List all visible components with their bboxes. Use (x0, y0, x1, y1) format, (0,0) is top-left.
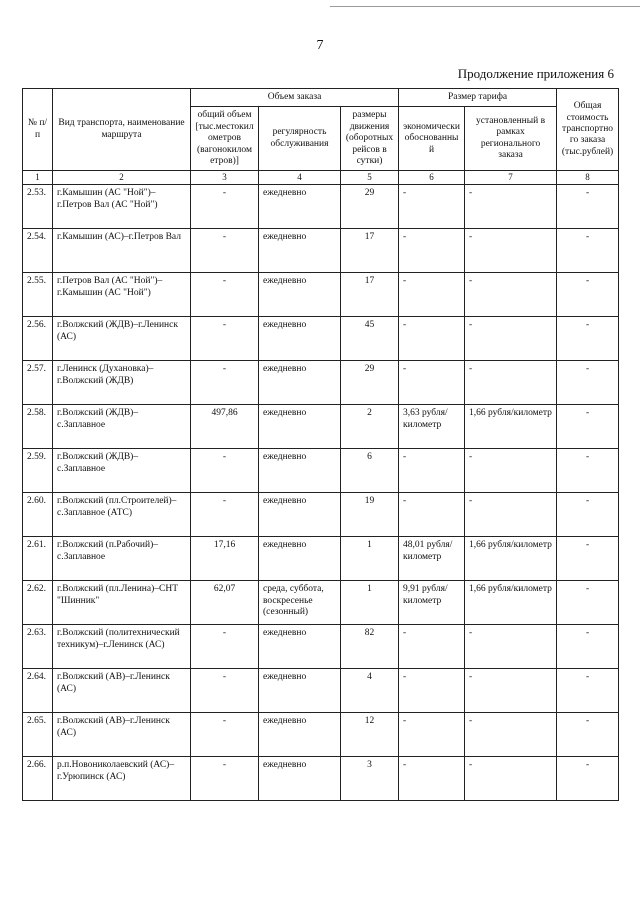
total-cost-cell: - (557, 185, 619, 229)
column-number: 5 (341, 171, 399, 185)
regularity-cell: ежедневно (259, 493, 341, 537)
appendix-continuation-label: Продолжение приложения 6 (457, 66, 614, 81)
regional-tariff-cell: - (465, 361, 557, 405)
regularity-cell: среда, суббота, воскресенье (сезонный) (259, 581, 341, 625)
total-cost-cell: - (557, 361, 619, 405)
total-cost-cell: - (557, 405, 619, 449)
trips-per-day-cell: 6 (341, 449, 399, 493)
regional-tariff-cell: - (465, 713, 557, 757)
regional-tariff-cell: - (465, 449, 557, 493)
economic-tariff-cell: - (399, 625, 465, 669)
table-row (23, 405, 619, 449)
trips-per-day-cell: 45 (341, 317, 399, 361)
total-cost-cell: - (557, 493, 619, 537)
regional-tariff-cell: - (465, 317, 557, 361)
header-regularity: регулярность обслуживания (259, 107, 341, 171)
total-volume-cell: - (191, 669, 259, 713)
regional-tariff-cell: 1,66 рубля/километр (465, 405, 557, 449)
header-num: № п/п (23, 89, 53, 171)
trips-per-day-cell: 29 (341, 361, 399, 405)
trips-per-day-cell: 12 (341, 713, 399, 757)
regularity-cell: ежедневно (259, 713, 341, 757)
header-route: Вид транспорта, наименование маршрута (53, 89, 191, 171)
trips-per-day-cell: 17 (341, 273, 399, 317)
trips-per-day-cell: 82 (341, 625, 399, 669)
column-number: 1 (23, 171, 53, 185)
row-number: 2.66. (23, 757, 53, 801)
route-name: г.Волжский (ЖДВ)–с.Заплавное (53, 449, 191, 493)
total-volume-cell: - (191, 757, 259, 801)
regularity-cell: ежедневно (259, 405, 341, 449)
table-row (23, 713, 619, 757)
page-number: 7 (316, 38, 324, 53)
table-row (23, 625, 619, 669)
economic-tariff-cell: 3,63 рубля/километр (399, 405, 465, 449)
table-row (23, 449, 619, 493)
route-name: г.Волжский (пл.Ленина)–СНТ "Шинник" (53, 581, 191, 625)
economic-tariff-cell: - (399, 669, 465, 713)
economic-tariff-cell: 48,01 рубля/километр (399, 537, 465, 581)
route-name: г.Камышин (АС "Ной")–г.Петров Вал (АС "Ной") (53, 185, 191, 229)
total-cost-cell: - (557, 449, 619, 493)
table-row (23, 493, 619, 537)
route-name: г.Камышин (АС)–г.Петров Вал (53, 229, 191, 273)
total-volume-cell: - (191, 273, 259, 317)
total-volume-cell: - (191, 185, 259, 229)
total-volume-cell: - (191, 361, 259, 405)
total-volume-cell: - (191, 625, 259, 669)
regularity-cell: ежедневно (259, 625, 341, 669)
regional-tariff-cell: - (465, 757, 557, 801)
regularity-cell: ежедневно (259, 757, 341, 801)
economic-tariff-cell: - (399, 493, 465, 537)
trips-per-day-cell: 3 (341, 757, 399, 801)
table-row (23, 185, 619, 229)
regularity-cell: ежедневно (259, 449, 341, 493)
table-row (23, 361, 619, 405)
route-name: г.Волжский (ЖДВ)–г.Ленинск (АС) (53, 317, 191, 361)
regional-tariff-cell: - (465, 625, 557, 669)
trips-per-day-cell: 4 (341, 669, 399, 713)
route-name: г.Волжский (политехнический техникум)–г.Ленинск (АС) (53, 625, 191, 669)
header-tariff: Размер тарифа (399, 89, 557, 107)
header-economic-tariff: экономически обоснованный (399, 107, 465, 171)
total-cost-cell: - (557, 229, 619, 273)
row-number: 2.63. (23, 625, 53, 669)
economic-tariff-cell: 9,91 рубля/километр (399, 581, 465, 625)
regional-tariff-cell: - (465, 493, 557, 537)
header-traffic: размеры движения (оборотных рейсов в сутки) (341, 107, 399, 171)
row-number: 2.55. (23, 273, 53, 317)
row-number: 2.61. (23, 537, 53, 581)
row-number: 2.54. (23, 229, 53, 273)
total-cost-cell: - (557, 757, 619, 801)
total-volume-cell: - (191, 713, 259, 757)
table-row (23, 229, 619, 273)
row-number: 2.58. (23, 405, 53, 449)
economic-tariff-cell: - (399, 185, 465, 229)
regional-tariff-cell: - (465, 229, 557, 273)
table-row (23, 273, 619, 317)
regional-tariff-cell: - (465, 669, 557, 713)
economic-tariff-cell: - (399, 317, 465, 361)
table-header (23, 89, 619, 185)
row-number: 2.59. (23, 449, 53, 493)
total-cost-cell: - (557, 669, 619, 713)
row-number: 2.64. (23, 669, 53, 713)
route-name: г.Волжский (пл.Строителей)–с.Заплавное (АТС) (53, 493, 191, 537)
economic-tariff-cell: - (399, 273, 465, 317)
total-volume-cell: 497,86 (191, 405, 259, 449)
header-order-volume: Объем заказа (191, 89, 399, 107)
economic-tariff-cell: - (399, 713, 465, 757)
total-cost-cell: - (557, 317, 619, 361)
row-number: 2.65. (23, 713, 53, 757)
header-total-volume: общий объем [тыс.местокилометров (вагонокилометров)] (191, 107, 259, 171)
table-row (23, 537, 619, 581)
trips-per-day-cell: 29 (341, 185, 399, 229)
table-row (23, 757, 619, 801)
route-name: г.Ленинск (Духановка)–г.Волжский (ЖДВ) (53, 361, 191, 405)
route-name: г.Волжский (АВ)–г.Ленинск (АС) (53, 713, 191, 757)
economic-tariff-cell: - (399, 449, 465, 493)
route-name: р.п.Новониколаевский (АС)–г.Урюпинск (АС) (53, 757, 191, 801)
total-volume-cell: - (191, 449, 259, 493)
column-number: 2 (53, 171, 191, 185)
column-number: 8 (557, 171, 619, 185)
total-volume-cell: - (191, 229, 259, 273)
route-name: г.Волжский (ЖДВ)–с.Заплавное (53, 405, 191, 449)
tariff-table (22, 88, 619, 801)
total-cost-cell: - (557, 581, 619, 625)
row-number: 2.57. (23, 361, 53, 405)
row-number: 2.56. (23, 317, 53, 361)
economic-tariff-cell: - (399, 229, 465, 273)
table-row (23, 317, 619, 361)
regional-tariff-cell: 1,66 рубля/километр (465, 537, 557, 581)
regularity-cell: ежедневно (259, 317, 341, 361)
top-rule (330, 6, 640, 7)
column-number: 7 (465, 171, 557, 185)
trips-per-day-cell: 1 (341, 581, 399, 625)
total-cost-cell: - (557, 713, 619, 757)
trips-per-day-cell: 17 (341, 229, 399, 273)
column-number: 4 (259, 171, 341, 185)
total-cost-cell: - (557, 625, 619, 669)
column-number-row (23, 171, 619, 185)
regularity-cell: ежедневно (259, 229, 341, 273)
column-number: 3 (191, 171, 259, 185)
total-volume-cell: 17,16 (191, 537, 259, 581)
route-name: г.Волжский (АВ)–г.Ленинск (АС) (53, 669, 191, 713)
regularity-cell: ежедневно (259, 273, 341, 317)
table-body (23, 185, 619, 801)
regularity-cell: ежедневно (259, 669, 341, 713)
regularity-cell: ежедневно (259, 361, 341, 405)
trips-per-day-cell: 1 (341, 537, 399, 581)
total-volume-cell: - (191, 317, 259, 361)
header-regional-tariff: установленный в рамках регионального заказа (465, 107, 557, 171)
regional-tariff-cell: - (465, 185, 557, 229)
regional-tariff-cell: - (465, 273, 557, 317)
total-volume-cell: 62,07 (191, 581, 259, 625)
regularity-cell: ежедневно (259, 537, 341, 581)
column-number: 6 (399, 171, 465, 185)
table-row (23, 669, 619, 713)
regularity-cell: ежедневно (259, 185, 341, 229)
table-row (23, 581, 619, 625)
header-total-cost: Общая стоимость транспортного заказа (тыс.рублей) (557, 89, 619, 171)
row-number: 2.62. (23, 581, 53, 625)
row-number: 2.60. (23, 493, 53, 537)
trips-per-day-cell: 2 (341, 405, 399, 449)
total-volume-cell: - (191, 493, 259, 537)
row-number: 2.53. (23, 185, 53, 229)
economic-tariff-cell: - (399, 757, 465, 801)
economic-tariff-cell: - (399, 361, 465, 405)
regional-tariff-cell: 1,66 рубля/километр (465, 581, 557, 625)
total-cost-cell: - (557, 537, 619, 581)
total-cost-cell: - (557, 273, 619, 317)
trips-per-day-cell: 19 (341, 493, 399, 537)
route-name: г.Волжский (п.Рабочий)–с.Заплавное (53, 537, 191, 581)
route-name: г.Петров Вал (АС "Ной")–г.Камышин (АС "Ной") (53, 273, 191, 317)
